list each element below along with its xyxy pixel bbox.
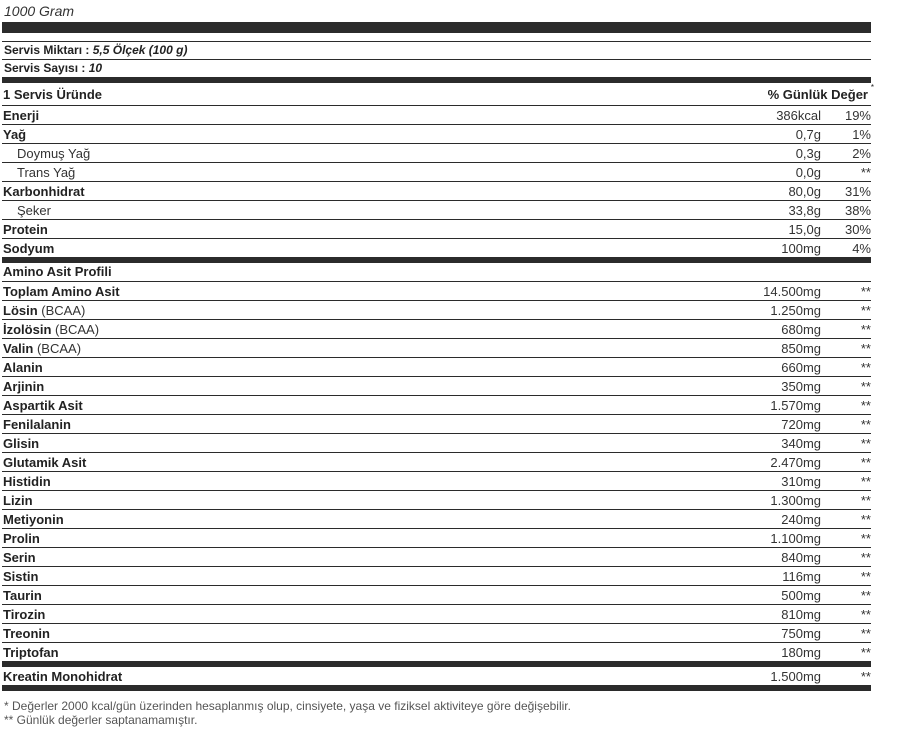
amino-row — [2, 434, 871, 453]
serving-size-label: Servis Miktarı : — [4, 43, 90, 57]
amino-daily-value: ** — [860, 283, 871, 299]
amino-daily-value: ** — [860, 359, 871, 375]
amino-row — [2, 624, 871, 643]
nutrient-name-text: Sodyum — [3, 240, 55, 256]
amino-acid-list — [2, 282, 871, 661]
nutrient-row — [2, 163, 871, 182]
amino-name — [2, 588, 681, 603]
creatine-row — [2, 667, 871, 685]
amino-name — [2, 474, 681, 489]
amino-row — [2, 529, 871, 548]
amino-amount: 660mg — [781, 359, 821, 375]
nutrient-amount: 0,0g — [795, 164, 821, 180]
amino-row — [2, 415, 871, 434]
amino-name — [2, 455, 681, 470]
nutrient-daily-value: ** — [860, 164, 871, 180]
serving-size-value: 5,5 Ölçek (100 g) — [92, 43, 188, 57]
amino-daily-value: ** — [860, 568, 871, 584]
amino-name — [2, 436, 681, 451]
amino-name-text: Alanin — [3, 359, 43, 375]
amino-daily-value: ** — [860, 473, 871, 489]
nutrient-name — [2, 222, 681, 237]
nutrient-daily-value: 38% — [844, 202, 871, 218]
amino-amount: 810mg — [781, 606, 821, 622]
amino-row — [2, 548, 871, 567]
amino-row — [2, 282, 871, 301]
amino-row — [2, 586, 871, 605]
amino-amount: 240mg — [781, 511, 821, 527]
amino-name-text: Aspartik Asit — [3, 397, 83, 413]
amino-tag: (BCAA) — [51, 321, 100, 337]
servings-count-value: 10 — [88, 61, 103, 75]
nutrient-name-text: Yağ — [3, 126, 27, 142]
amino-name-text: Arjinin — [3, 378, 45, 394]
amino-amount: 680mg — [781, 321, 821, 337]
nutrient-name: Trans Yağ — [17, 164, 76, 180]
amino-row — [2, 453, 871, 472]
nutrient-row — [2, 201, 871, 220]
amino-amount: 116mg — [782, 568, 821, 584]
amino-amount: 1.300mg — [770, 492, 821, 508]
amino-amount: 180mg — [781, 644, 821, 660]
amino-amount: 720mg — [781, 416, 821, 432]
creatine-amount: 1.500mg — [770, 668, 821, 684]
amino-name — [2, 493, 681, 508]
amino-amount: 1.250mg — [770, 302, 821, 318]
amino-name — [2, 284, 681, 299]
nutrient-amount: 15,0g — [788, 221, 821, 237]
nutrient-amount: 80,0g — [788, 183, 821, 199]
amino-daily-value: ** — [860, 435, 871, 451]
amino-daily-value: ** — [860, 340, 871, 356]
amino-amount: 2.470mg — [770, 454, 821, 470]
nutrition-facts-panel — [2, 0, 874, 727]
amino-row — [2, 301, 871, 320]
amino-name-text: Glisin — [3, 435, 40, 451]
amino-name — [2, 303, 681, 318]
nutrient-name — [2, 184, 681, 199]
amino-name-text: Prolin — [3, 530, 40, 546]
amino-daily-value: ** — [860, 454, 871, 470]
amino-daily-value: ** — [860, 378, 871, 394]
nutrient-name — [2, 108, 681, 123]
amino-name — [2, 645, 681, 660]
amino-daily-value: ** — [860, 511, 871, 527]
amino-amount: 340mg — [781, 435, 821, 451]
amino-daily-value: ** — [860, 492, 871, 508]
nutrient-row — [2, 220, 871, 239]
footnotes — [2, 699, 871, 727]
amino-amount: 840mg — [781, 549, 821, 565]
amino-name-text: Valin — [3, 340, 34, 356]
amino-daily-value: ** — [860, 625, 871, 641]
amino-row — [2, 491, 871, 510]
amino-row — [2, 339, 871, 358]
nutrient-amount: 386kcal — [776, 107, 821, 123]
nutrient-name — [2, 241, 681, 256]
amino-name — [2, 550, 681, 565]
nutrient-amount: 100mg — [781, 240, 821, 256]
amino-section-title: Amino Asit Profili — [2, 263, 871, 282]
amino-amount: 850mg — [781, 340, 821, 356]
medium-divider — [2, 685, 871, 691]
amino-name-text: Glutamik Asit — [3, 454, 87, 470]
nutrient-daily-value: 31% — [844, 183, 871, 199]
nutrient-daily-value: 30% — [844, 221, 871, 237]
amino-daily-value: ** — [860, 530, 871, 546]
amino-tag: (BCAA) — [37, 302, 86, 318]
amino-name — [2, 531, 681, 546]
nutrient-daily-value: 2% — [852, 145, 871, 161]
servings-count-label: Servis Sayısı : — [4, 61, 86, 75]
amino-name-text: Tirozin — [3, 606, 46, 622]
nutrient-daily-value: 4% — [852, 240, 871, 256]
amino-name-text: Serin — [3, 549, 36, 565]
amino-amount: 310mg — [781, 473, 821, 489]
amino-row — [2, 567, 871, 586]
per-serving-heading: 1 Servis Üründe — [3, 86, 102, 102]
amino-daily-value: ** — [860, 321, 871, 337]
table-header — [2, 82, 874, 106]
nutrient-name-text: Karbonhidrat — [3, 183, 85, 199]
amino-name — [2, 569, 681, 584]
nutrient-row — [2, 239, 871, 257]
nutrient-list — [2, 106, 871, 257]
amino-name-text: İzolösin — [3, 321, 52, 337]
nutrient-name: Doymuş Yağ — [17, 145, 91, 161]
daily-value-heading: % Günlük Değer * — [767, 82, 874, 102]
amino-daily-value: ** — [860, 587, 871, 603]
amino-name-text: Lösin — [3, 302, 38, 318]
nutrient-row — [2, 106, 871, 125]
amino-amount: 1.100mg — [770, 530, 821, 546]
amino-amount: 500mg — [781, 587, 821, 603]
amino-name — [2, 341, 681, 356]
amino-name-text: Lizin — [3, 492, 33, 508]
nutrient-amount: 33,8g — [788, 202, 821, 218]
nutrient-name: Şeker — [17, 202, 51, 218]
creatine-dv: ** — [860, 668, 871, 684]
amino-name-text: Fenilalanin — [3, 416, 71, 432]
amino-name — [2, 398, 681, 413]
nutrient-name — [2, 127, 681, 142]
amino-daily-value: ** — [860, 416, 871, 432]
amino-name — [2, 417, 681, 432]
amino-row — [2, 510, 871, 529]
nutrient-name-text: Protein — [3, 221, 48, 237]
amino-name-text: Treonin — [3, 625, 50, 641]
amino-row — [2, 358, 871, 377]
amino-name — [2, 379, 681, 394]
amino-amount: 350mg — [781, 378, 821, 394]
amino-name — [2, 360, 681, 375]
amino-amount: 14.500mg — [763, 283, 821, 299]
nutrient-row — [2, 144, 871, 163]
amino-row — [2, 377, 871, 396]
amino-row — [2, 320, 871, 339]
footnote-2: ** Günlük değerler saptanamamıştır. — [4, 713, 198, 727]
amino-row — [2, 396, 871, 415]
amino-name-text: Toplam Amino Asit — [3, 283, 120, 299]
amino-amount: 750mg — [781, 625, 821, 641]
amino-daily-value: ** — [860, 397, 871, 413]
serving-size-line — [2, 42, 871, 59]
amino-name-text: Metiyonin — [3, 511, 64, 527]
amino-row — [2, 472, 871, 491]
footnote-1: * Değerler 2000 kcal/gün üzerinden hesaplanmış olup, cinsiyete, yaşa ve fiziksel aktiviteye göre değişebilir. — [4, 699, 571, 713]
amino-name — [2, 607, 681, 622]
amino-name-text: Histidin — [3, 473, 51, 489]
nutrient-amount: 0,3g — [795, 145, 821, 161]
amino-row — [2, 605, 871, 624]
servings-count-line — [2, 60, 871, 77]
amino-tag: (BCAA) — [33, 340, 82, 356]
amino-daily-value: ** — [860, 644, 871, 660]
amino-name-text: Triptofan — [3, 644, 59, 660]
nutrient-daily-value: 19% — [844, 107, 871, 123]
amino-daily-value: ** — [860, 302, 871, 318]
package-size-title: 1000 Gram — [4, 3, 75, 19]
amino-row — [2, 643, 871, 661]
footnote-marker: * — [870, 82, 874, 92]
amino-amount: 1.570mg — [770, 397, 821, 413]
thick-divider — [2, 22, 871, 33]
nutrient-daily-value: 1% — [852, 126, 871, 142]
amino-daily-value: ** — [860, 606, 871, 622]
amino-name-text: Sistin — [3, 568, 39, 584]
nutrient-row — [2, 182, 871, 201]
amino-daily-value: ** — [860, 549, 871, 565]
amino-name-text: Taurin — [3, 587, 42, 603]
nutrient-name-text: Enerji — [3, 107, 40, 123]
nutrient-row — [2, 125, 871, 144]
amino-name — [2, 626, 681, 641]
amino-name — [2, 322, 681, 337]
amino-name — [2, 512, 681, 527]
nutrient-amount: 0,7g — [795, 126, 821, 142]
creatine-name: Kreatin Monohidrat — [3, 668, 123, 684]
